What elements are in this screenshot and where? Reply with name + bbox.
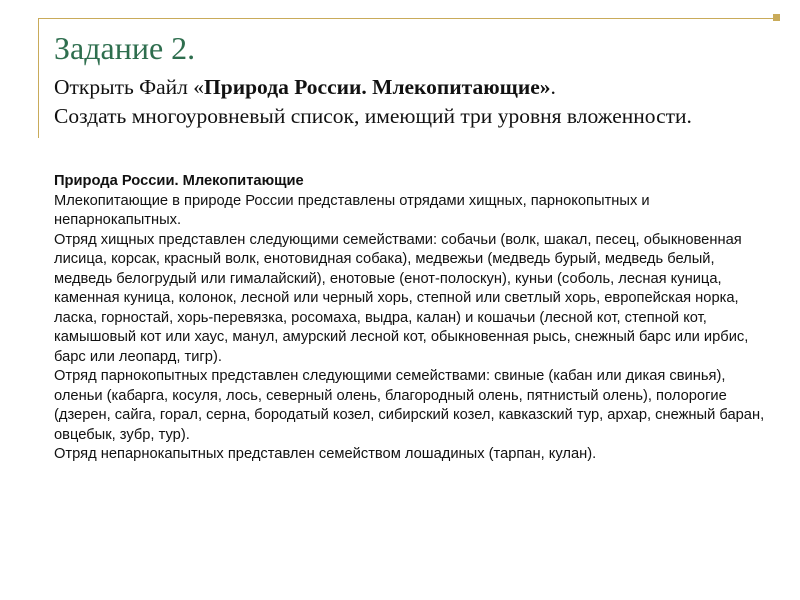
- task-line1-suffix: .: [550, 75, 556, 99]
- task-line1-prefix: Открыть Файл «: [54, 75, 205, 99]
- document-paragraph-carnivores: Отряд хищных представлен следующими семействами: собачьи (волк, шакал, песец, обыкновенная лисица, корсак, красный волк, енотовидная собака), медвежьи (медведь бурый, медведь белый, медведь белогрудый или гималайский), енотовые (енот-полоскун), куньи (соболь, лесная куница, каменная куница, колонок, лесной или черный хорь, степной или светлый хорь, европейская норка, ласка, горностай, хорь-перевязка, росомаха, выдра, калан) и кошачьи (лесной кот, степной кот, камышовый кот или хаус, манул, амурский лесной кот, обыкновенная рысь, снежный барс или ирбис, барс или леопард, тигр).: [54, 231, 749, 365]
- corner-square-decoration: [773, 14, 780, 21]
- document-heading: Природа России. Млекопитающие: [54, 173, 304, 189]
- document-paragraph-intro: Млекопитающие в природе России представлены отрядами хищных, парнокопытных и непарнокапытных.: [54, 192, 650, 228]
- task-line2: Создать многоуровневый список, имеющий три уровня вложенности.: [54, 104, 692, 128]
- frame-left-line: [38, 18, 39, 138]
- slide-title: Задание 2.: [54, 30, 196, 66]
- document-excerpt: [54, 172, 774, 465]
- task-instructions: [54, 73, 774, 131]
- frame-top-line: [38, 18, 780, 19]
- task-file-name: Природа России. Млекопитающие»: [204, 75, 551, 99]
- document-paragraph-perissodactyls: Отряд непарнокапытных представлен семейством лошадиных (тарпан, кулан).: [54, 446, 597, 462]
- document-paragraph-artiodactyls: Отряд парнокопытных представлен следующими семействами: свиные (кабан или дикая свинья), оленьи (кабарга, косуля, лось, северный олень, благородный олень, пятнистый олень), полорогие (дзерен, сайга, горал, серна, бородатый козел, сибирский козел, кавказский тур, архар, снежный баран, овцебык, зубр, тур).: [54, 368, 765, 443]
